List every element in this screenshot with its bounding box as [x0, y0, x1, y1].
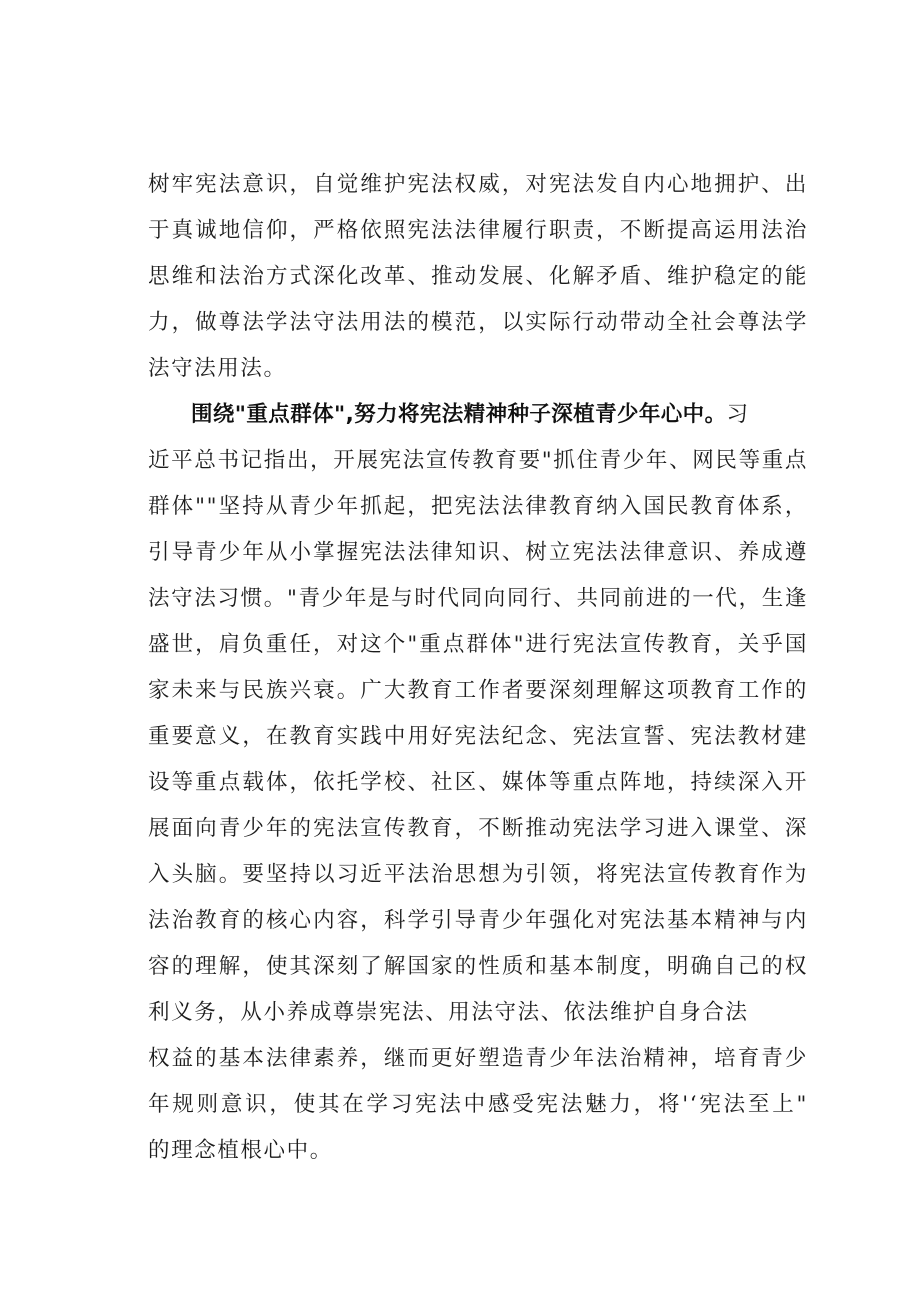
- paragraph-bold-heading: 围绕"重点群体",努力将宪法精神种子深植青少年心中。: [191, 402, 727, 427]
- paragraph-line: 近平总书记指出，开展宪法宣传教育要"抓住青少年、网民等重点: [148, 448, 808, 473]
- paragraph-key-groups: [148, 392, 808, 1174]
- paragraph-line: 法守法习惯。"青少年是与时代同向同行、共同前进的一代，生逢: [148, 586, 808, 611]
- paragraph-line: 重要意义，在教育实践中用好宪法纪念、宪法宣誓、宪法教材建: [148, 724, 808, 749]
- paragraph-line: 思维和法治方式深化改革、推动发展、化解矛盾、维护稳定的能: [148, 264, 808, 289]
- paragraph-line: 家未来与民族兴衰。广大教育工作者要深刻理解这项教育工作的: [148, 678, 808, 703]
- paragraph-line: 群体""坚持从青少年抓起，把宪法法律教育纳入国民教育体系，: [148, 494, 808, 519]
- paragraph-line: 于真诚地信仰，严格依照宪法法律履行职责，不断提高运用法治: [148, 218, 808, 243]
- paragraph-line: 展面向青少年的宪法宣传教育，不断推动宪法学习进入课堂、深: [148, 816, 808, 841]
- paragraph-line: 树牢宪法意识，自觉维护宪法权威，对宪法发自内心地拥护、出: [148, 172, 808, 197]
- paragraph-line: 利义务，从小养成尊崇宪法、用法守法、依法维护自身合法: [148, 1000, 749, 1025]
- paragraph-line: 盛世，肩负重任，对这个"重点群体"进行宪法宣传教育，关乎国: [148, 632, 808, 657]
- paragraph-constitution-awareness: [148, 162, 808, 392]
- document-body: [148, 162, 808, 1174]
- paragraph-line: 引导青少年从小掌握宪法法律知识、树立宪法法律意识、养成遵: [148, 540, 808, 565]
- heading-line-rest: 习: [726, 402, 750, 427]
- paragraph-line: 入头脑。要坚持以习近平法治思想为引领，将宪法宣传教育作为: [148, 862, 808, 887]
- paragraph-line: 年规则意识，使其在学习宪法中感受宪法魅力，将'‘宪法至上": [148, 1092, 808, 1117]
- paragraph-line: 设等重点载体，依托学校、社区、媒体等重点阵地，持续深入开: [148, 770, 808, 795]
- paragraph-line: 权益的基本法律素养，继而更好塑造青少年法治精神，培育青少: [148, 1046, 808, 1071]
- paragraph-line: 法守法用法。: [148, 356, 287, 381]
- paragraph-heading-line: [148, 392, 808, 438]
- paragraph-line: 的理念植根心中。: [148, 1138, 333, 1163]
- paragraph-line: 容的理解，使其深刻了解国家的性质和基本制度，明确自己的权: [148, 954, 808, 979]
- paragraph-line: 法治教育的核心内容，科学引导青少年强化对宪法基本精神与内: [148, 908, 808, 933]
- paragraph-line: 力，做尊法学法守法用法的模范，以实际行动带动全社会尊法学: [148, 310, 808, 335]
